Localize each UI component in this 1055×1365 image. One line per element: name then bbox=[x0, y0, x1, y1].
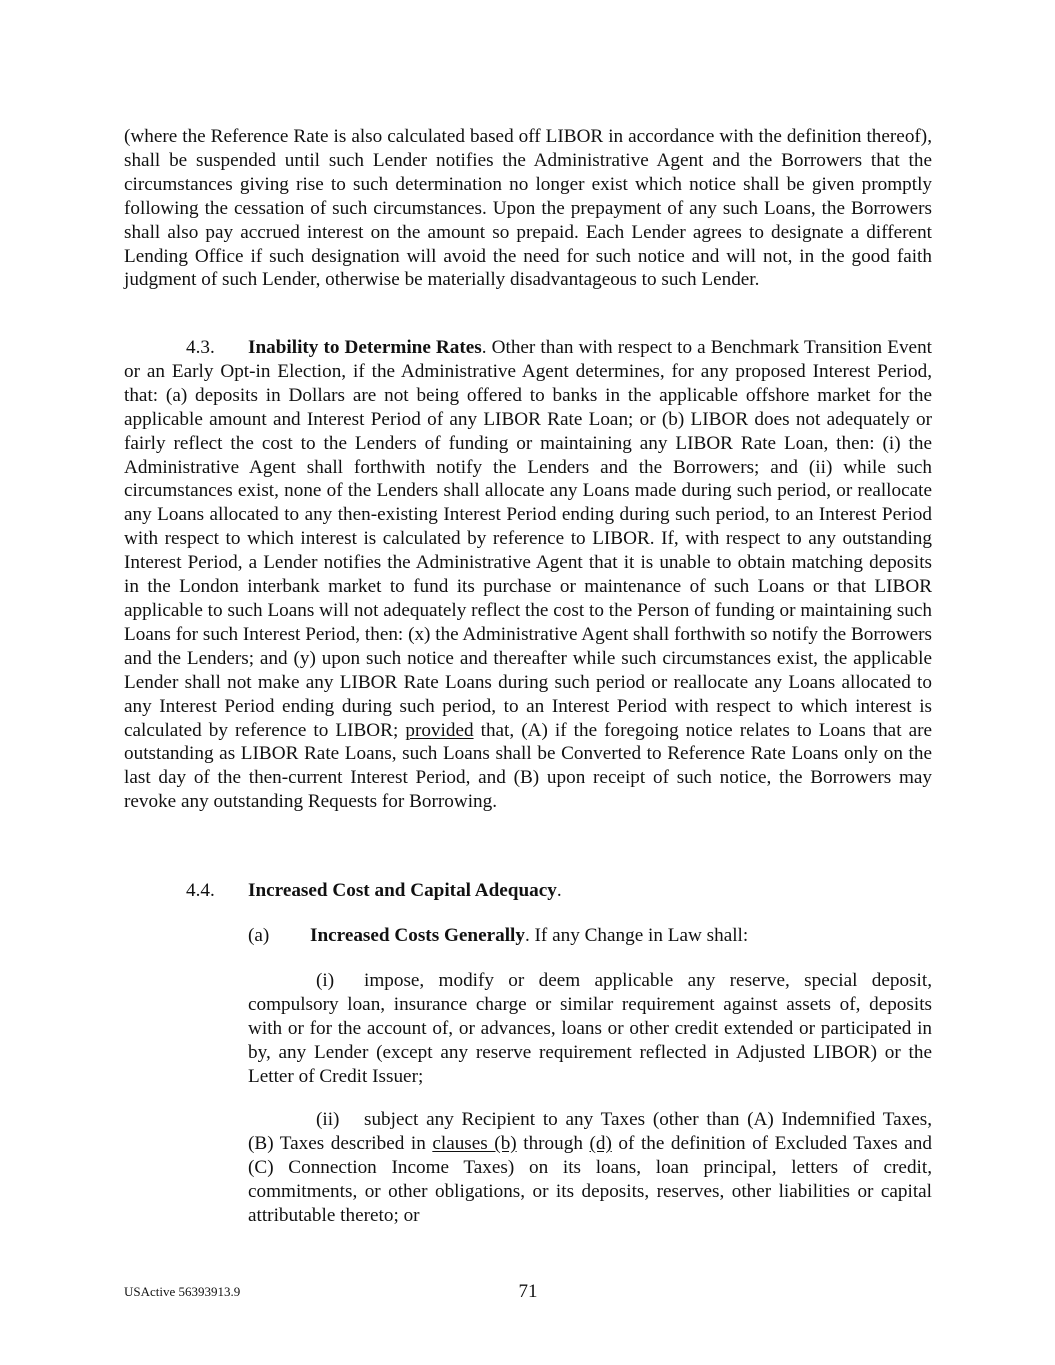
section-body: Other than with respect to a Benchmark Transition Event or an Early Opt-in Election, if the Administrative Agent determines, for any proposed Interest Period, that: (a) deposits in Dollars are not being offered to banks in the applicable offshore market for the applicable amount and Interest Period of any LIBOR Rate Loan; or (b) LIBOR does not adequately or fairly reflect the cost to the Lenders of funding or maintaining any LIBOR Rate Loan, then: (i) the Administrative Agent shall forthwith notify the Lenders and the Borrowers; and (ii) while such circumstances exist, none of the Lenders shall allocate any Loans made during such period, or reallocate any Loans allocated to any then-existing Interest Period ending during such period, to an Interest Period with respect to which interest is calculated by reference to LIBOR. If, with respect to any outstanding Interest Period, a Lender notifies the Administrative Agent that it is unable to obtain matching deposits in the London interbank market to fund its purchase or maintenance of such Loans or that LIBOR applicable to such Loans will not adequately reflect the cost to the Person of funding or maintaining such Loans for such Interest Period, then: (x) the Administrative Agent shall forthwith so notify the Borrowers and the Lenders; and (y) upon such notice and thereafter while such circumstances exist, the applicable Lender shall not make any LIBOR Rate Loans during such period or reallocate any Loans allocated to any Interest Period ending during such period, to an Interest Period with respect to which interest is calculated by reference to LIBOR; bbox=[124, 337, 932, 741]
clauses-b-reference: clauses (b) bbox=[432, 1132, 517, 1154]
subsection-title: Increased Costs Generally bbox=[310, 925, 525, 946]
section-4-4-heading bbox=[186, 879, 932, 903]
section-4-3 bbox=[124, 336, 932, 814]
subsection-body: If any Change in Law shall: bbox=[529, 925, 749, 946]
clause-body: impose, modify or deem applicable any reserve, special deposit, compulsory loan, insurance charge or similar requirement against assets of, deposits with or for the account of, or advances, loans or other credit extended or participated in by, any Lender (except any reserve requirement reflected in Adjusted LIBOR) or the Letter of Credit Issuer; bbox=[248, 970, 932, 1087]
clause-body: subject any Recipient to any Taxes (other than (A) Indemnified Taxes, (B) Taxes described in bbox=[248, 1109, 932, 1154]
clause-i bbox=[248, 969, 932, 1089]
paragraph-4-2-continuation bbox=[124, 125, 932, 292]
provided-term: provided bbox=[405, 719, 474, 741]
clause-ii bbox=[248, 1108, 932, 1228]
clause-body-mid: through bbox=[516, 1132, 590, 1154]
clause-body-end: of the definition of Excluded Taxes and (C) Connection Income Taxes) on its loans, loan principal, letters of credit, commitments, or other obligations, or its deposits, reserves, other liabilities or capital attributable thereto; or bbox=[248, 1132, 932, 1226]
subsection-a bbox=[248, 924, 932, 948]
page-number: 71 bbox=[518, 1281, 538, 1302]
paragraph-text: (where the Reference Rate is also calculated based off LIBOR in accordance with the definition thereof), shall be suspended until such Lender notifies the Administrative Agent and the Borrowers that the circumstances giving rise to such determination no longer exist which notice shall be given promptly following the cessation of such circumstances. Upon the prepayment of any such Loans, the Borrowers shall also pay accrued interest on the amount so prepaid. Each Lender agrees to designate a different Lending Office if such designation will avoid the need for such notice and will not, in the good faith judgment of such Lender, otherwise be materially disadvantageous to such Lender. bbox=[124, 126, 932, 291]
section-title: Increased Cost and Capital Adequacy bbox=[248, 880, 557, 901]
footer-document-id: USActive 56393913.9 bbox=[124, 1284, 241, 1299]
section-body-end: that, (A) if the foregoing notice relates to Loans that are outstanding as LIBOR Rate Loans, such Loans shall be Converted to Reference Rate Loans only on the last day of the then-current Interest Period, and (B) upon receipt of such notice, the Borrowers may revoke any outstanding Requests for Borrowing. bbox=[124, 719, 932, 813]
subsection-number: (a) bbox=[248, 925, 270, 946]
clause-number: (i) bbox=[316, 970, 335, 991]
section-number: 4.4. bbox=[186, 880, 215, 901]
clause-number: (ii) bbox=[316, 1109, 340, 1130]
clause-d-reference: (d) bbox=[589, 1132, 612, 1154]
section-title-punct: . bbox=[556, 880, 562, 901]
section-title-punct: . bbox=[481, 337, 487, 358]
section-number: 4.3. bbox=[186, 337, 215, 358]
section-title: Inability to Determine Rates bbox=[248, 337, 482, 358]
subsection-title-punct: . bbox=[524, 925, 530, 946]
